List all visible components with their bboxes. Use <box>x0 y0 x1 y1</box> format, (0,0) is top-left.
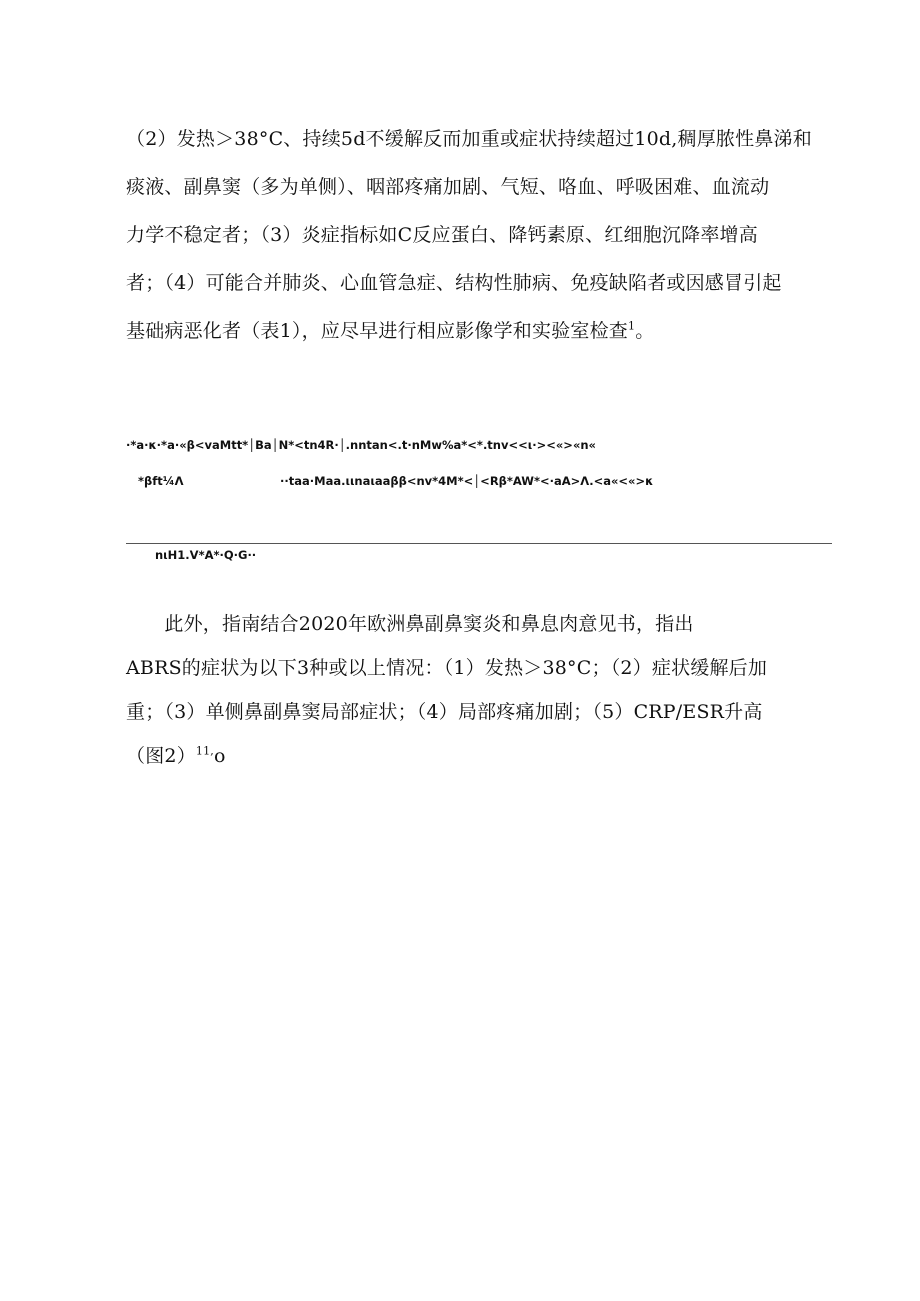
citation-ref: 11, <box>195 744 214 758</box>
text-line: ABRS的症状为以下3种或以上情况：（1）发热＞38°C；（2）症状缓解后加 <box>126 657 768 679</box>
text-segment: （图2） <box>126 745 196 767</box>
text-segment: 。 <box>635 320 655 342</box>
table-garbled-footnote: nιH1.V*A*·Q·G·· <box>155 548 257 562</box>
table-garbled-row-1: ·*a·κ·*a·«β<vaMtt*│Ba│N*<tn4R·│.nntan<.t·nMw%a*<*.tnv<<ι·><«>«n« <box>126 438 596 452</box>
paragraph-clinical-criteria <box>126 115 836 355</box>
text-line: （2）发热＞38°C、持续5d不缓解反而加重或症状持续超过10d,稠厚脓性鼻涕和 <box>126 128 812 150</box>
text-line: 此外，指南结合2020年欧洲鼻副鼻窦炎和鼻息肉意见书，指出 <box>126 613 694 635</box>
text-segment: o <box>213 745 226 767</box>
text-line: 痰液、副鼻窦（多为单侧）、咽部疼痛加剧、气短、咯血、呼吸困难、血流动 <box>126 176 770 198</box>
text-line-last <box>126 734 836 778</box>
table-bottom-rule <box>126 543 832 544</box>
text-line: 力学不稳定者；（3）炎症指标如C反应蛋白、降钙素原、红细胞沉降率增高 <box>126 224 758 246</box>
text-segment: 基础病恶化者（表1），应尽早进行相应影像学和实验室检查 <box>126 320 628 342</box>
table-garbled-row-2-label: *βft¼Λ <box>138 474 184 488</box>
text-line-last <box>126 307 836 355</box>
text-line: 重；（3）单侧鼻副鼻窦局部症状；（4）局部疼痛加剧；（5）CRP/ESR升高 <box>126 701 763 723</box>
paragraph-abrs-symptoms <box>126 602 836 778</box>
citation-ref: 1 <box>628 319 636 333</box>
text-line: 者；（4）可能合并肺炎、心血管急症、结构性肺病、免疫缺陷者或因感冒引起 <box>126 272 782 294</box>
table-garbled-row-2-content: ··taa·Maa.ιιnaιaaββ<nv*4M*<│<Rβ*AW*<·aA>Λ.<a«<«>κ <box>280 474 654 488</box>
